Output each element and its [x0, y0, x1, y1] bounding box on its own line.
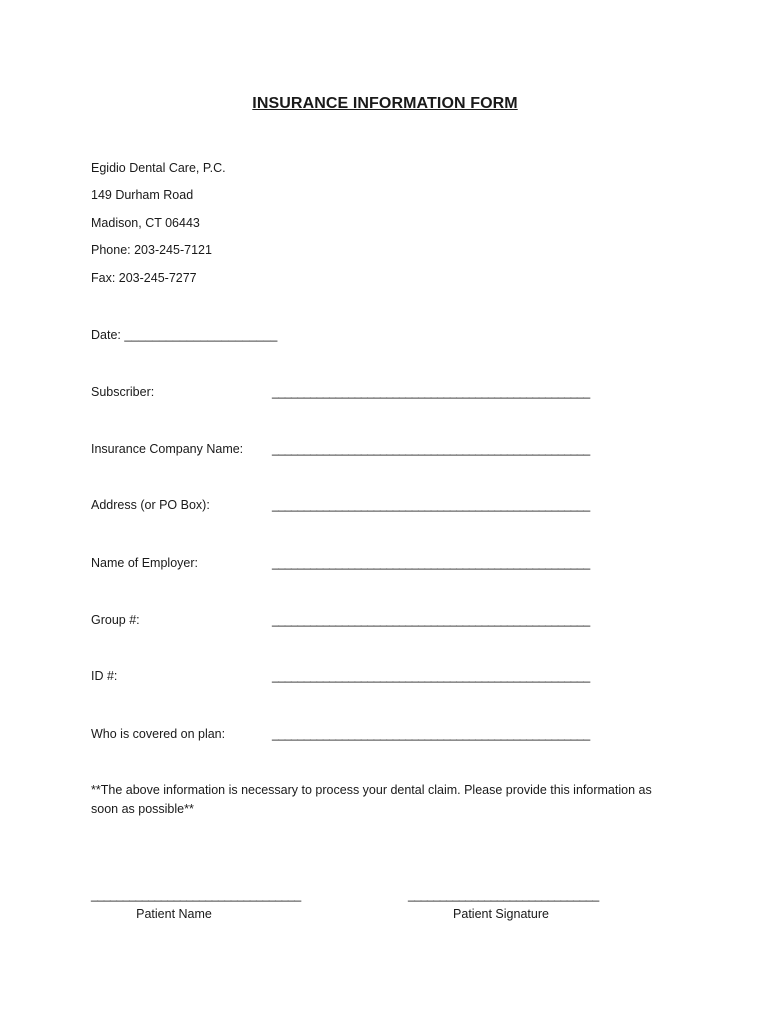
practice-fax: Fax: 203-245-7277: [91, 271, 197, 285]
subscriber-label: Subscriber:: [91, 385, 155, 399]
subscriber-field[interactable]: __________________________________________________: [272, 385, 590, 399]
id-number-label: ID #:: [91, 669, 118, 683]
practice-street: 149 Durham Road: [91, 188, 194, 202]
form-title: INSURANCE INFORMATION FORM: [252, 95, 518, 112]
covered-field[interactable]: __________________________________________________: [272, 727, 590, 741]
address-field[interactable]: __________________________________________________: [272, 498, 590, 512]
practice-name: Egidio Dental Care, P.C.: [91, 161, 226, 175]
insurance-company-label: Insurance Company Name:: [91, 442, 244, 456]
patient-signature-field[interactable]: ______________________________: [408, 888, 599, 902]
id-number-field[interactable]: __________________________________________________: [272, 669, 590, 683]
date-field[interactable]: Date: ______________________: [91, 328, 278, 342]
address-label: Address (or PO Box):: [91, 498, 210, 512]
patient-signature-caption: Patient Signature: [453, 907, 549, 921]
covered-label: Who is covered on plan:: [91, 727, 226, 741]
employer-field[interactable]: __________________________________________________: [272, 556, 590, 570]
practice-phone: Phone: 203-245-7121: [91, 243, 212, 257]
practice-city: Madison, CT 06443: [91, 216, 200, 230]
employer-label: Name of Employer:: [91, 556, 198, 570]
group-number-field[interactable]: __________________________________________________: [272, 613, 590, 627]
insurance-company-field[interactable]: __________________________________________________: [272, 442, 590, 456]
patient-name-field[interactable]: _________________________________: [91, 888, 301, 902]
disclaimer-note: **The above information is necessary to process your dental claim. Please provide this information as soon as possible**: [91, 783, 652, 816]
patient-name-caption: Patient Name: [136, 907, 212, 921]
group-number-label: Group #:: [91, 613, 140, 627]
